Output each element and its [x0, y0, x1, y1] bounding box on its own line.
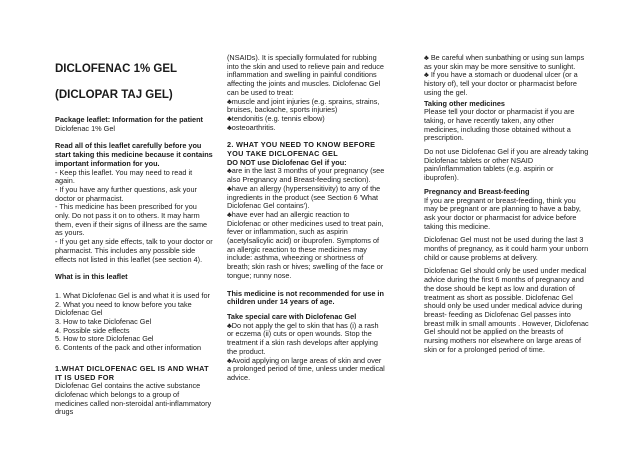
toc-heading: What is in this leaflet [55, 272, 128, 282]
do-not-use-item: ♣have ever had an allergic reaction to Diclofenac or other medicines used to treat pain, fever or inflammation, such as aspirin (acetylsalicylic acid) or ibuprofen. Symptoms of an allergic reaction to these medicines may include: asthma, wheezing or shortness of breath; skin rash or hives; swelling of the face or tongue; runny nose. [227, 209, 384, 280]
toc-item: 3. How to take Diclofenac Gel [55, 317, 152, 327]
special-care-item: ♣ Be careful when sunbathing or using sun lamps as your skin may be more sensitive to sunlight. [424, 53, 585, 71]
other-medicines-heading: Taking other medicines [424, 98, 505, 108]
special-care-list [227, 322, 385, 383]
left-column [55, 62, 213, 417]
toc-item: 5. How to store Diclofenac Gel [55, 334, 154, 344]
document-subtitle: (DICLOPAR TAJ GEL) [55, 89, 173, 101]
uses-intro: (NSAIDs). It is specially formulated for rubbing into the skin and used to relieve pain and reduce inflammation and swelling in painful conditions affecting the joints and muscles. Diclofenac Gel can be used to treat: [227, 53, 384, 97]
toc-item: 4. Possible side effects [55, 325, 130, 335]
do-not-use-list [227, 167, 385, 280]
right-column [424, 54, 589, 355]
use-item: ♣osteoarthritis. [227, 122, 276, 132]
leaflet-product: Diclofenac 1% Gel [55, 123, 116, 133]
section-1-text: Diclofenac Gel contains the active substance diclofenac which belongs to a group of medicines called non-steroidal anti-inflammatory drugs [55, 381, 212, 417]
do-not-use-heading: DO NOT use Diclofenac Gel if you: [227, 157, 347, 167]
do-not-use-item: ♣have an allergy (hypersensitivity) to any of the ingredients in the product (see Section 6 'What Diclofenac Gel contains'). [227, 183, 381, 211]
pregnancy-heading: Pregnancy and Breast-feeding [424, 186, 530, 196]
special-care-heading: Take special care with Diclofenac Gel [227, 311, 357, 321]
do-not-use-item: ♣are in the last 3 months of your pregnancy (see also Pregnancy and Breast-feeding section). [227, 166, 385, 185]
pregnancy-text: If you are pregnant or breast-feeding, think you may be pregnant or are planning to have a baby, ask your doctor or pharmacist for advice before taking this medicine. [424, 195, 581, 231]
special-care-item: ♣ If you have a stomach or duodenal ulcer (or a history of), tell your doctor or pharmacist before using the gel. [424, 70, 578, 97]
first-six-months-text: Diclofenac Gel should only be used under medical advice during the first 6 months of pregnancy and the dose should be kept as low and duration of treatment as short as possible. Diclofenac Gel should only be used under medical advice during breast- feeding as Diclofenac Gel passes into breast milk in small amounts . However, Diclofenac Gel should not be applied on the breasts of nursing mothers nor elsewhere on large areas of skin or for a prolonged period of time. [424, 266, 589, 354]
advice-item: - If you get any side effects, talk to your doctor or pharmacist. This includes any possible side effects not listed in this leaflet (see section 4). [55, 237, 213, 264]
document-title: DICLOFENAC 1% GEL [55, 63, 178, 75]
advice-item: - If you have any further questions, ask your doctor or pharmacist. [55, 184, 197, 203]
section-2-heading: 2. WHAT YOU NEED TO KNOW BEFORE YOU TAKE DICLOFENAC GEL [227, 140, 376, 159]
leaflet-heading: Package leaflet: Information for the patient [55, 115, 203, 124]
section-1-heading: 1.WHAT DICLOFENAC GEL IS AND WHAT IT IS USED FOR [55, 363, 209, 382]
toc-item: 6. Contents of the pack and other information [55, 343, 202, 353]
read-all-notice: Read all of this leaflet carefully before you start taking this medicine because it contains important information for you. [55, 141, 213, 168]
toc-item: 2. What you need to know before you take Diclofenac Gel [55, 299, 192, 318]
last-trimester-text: Diclofenac Gel must not be used during the last 3 months of pregnancy, as it could harm your unborn child or cause problems at delivery. [424, 235, 589, 262]
use-item: ♣muscle and joint injuries (e.g. sprains, strains, bruises, backache, sports injuries) [227, 96, 380, 115]
special-care-item: ♣Avoid applying on large areas of skin and over a prolonged period of time, unless under medical advice. [227, 355, 385, 382]
not-recommended-notice: This medicine is not recommended for use in children under 14 years of age. [227, 288, 384, 307]
middle-column [227, 54, 385, 383]
special-care-item: ♣Do not apply the gel to skin that has (i) a rash or eczema (ii) cuts or open wounds. Stop the treatment if a skin rash develops after applying the product. [227, 320, 379, 356]
advice-item: - This medicine has been prescribed for you only. Do not pass it on to others. It may harm them, even if their signs of illness are the same as yours. [55, 202, 208, 238]
other-medicines-text: Please tell your doctor or pharmacist if you are taking, or have recently taken, any other medicines, including those obtained without a prescription. [424, 107, 575, 143]
advice-item: - Keep this leaflet. You may need to read it again. [55, 167, 193, 186]
use-item: ♣tendonitis (e.g. tennis elbow) [227, 113, 325, 123]
advice-list [55, 169, 213, 265]
uses-list [227, 98, 385, 133]
toc-list [55, 292, 213, 353]
toc-item: 1. What Diclofenac Gel is and what it is used for [55, 290, 210, 300]
nsaid-warning-text: Do not use Diclofenac Gel if you are already taking Diclofenac tablets or other NSAID pain/inflammation tablets (e.g. aspirin or ibuprofen). [424, 147, 589, 183]
special-care-list-continued [424, 54, 589, 98]
